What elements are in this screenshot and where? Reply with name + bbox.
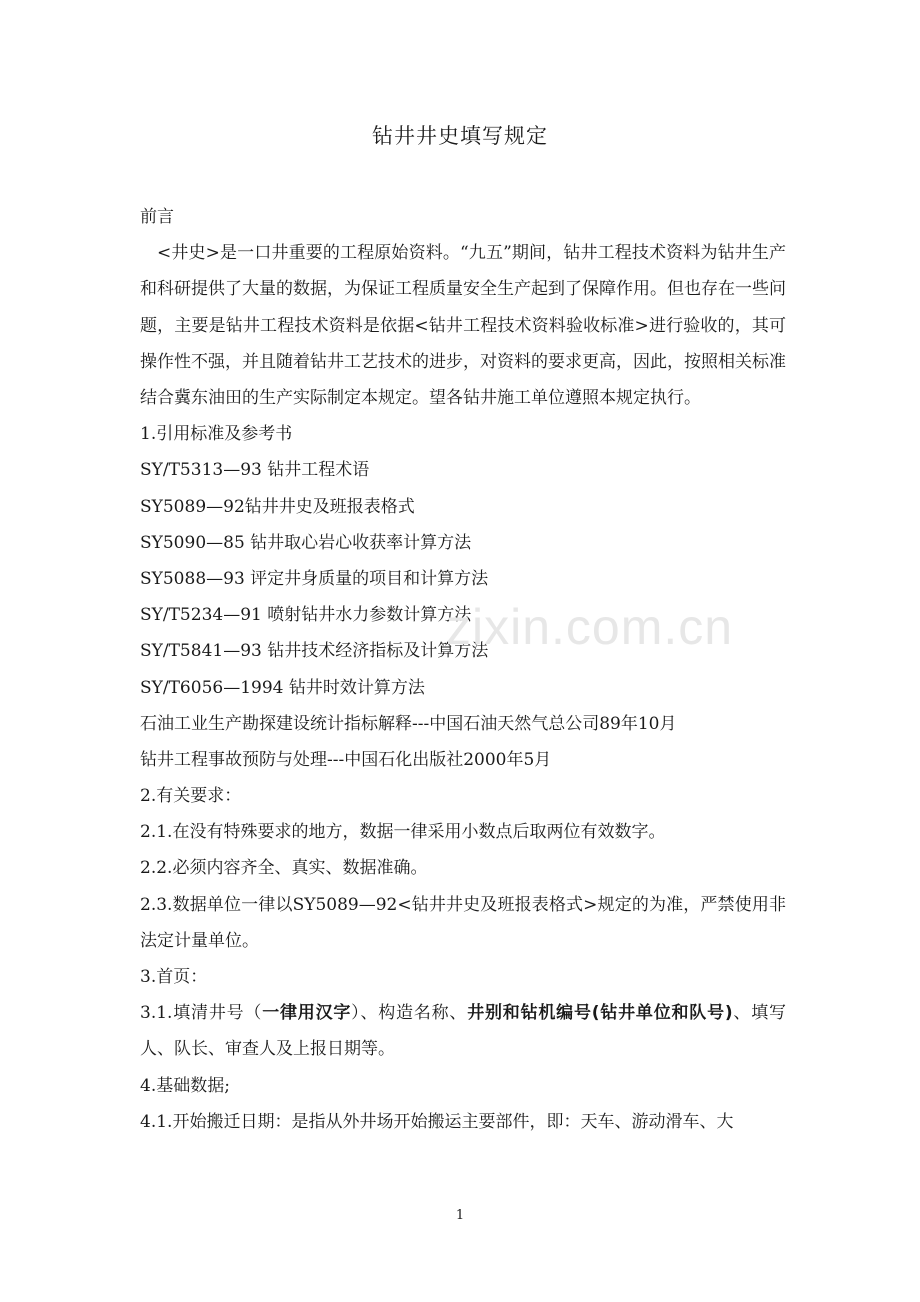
requirement-2-1: 2.1.在没有特殊要求的地方，数据一律采用小数点后取两位有效数字。 (140, 822, 666, 843)
reference-item: SY/T5841—93 钻井技术经济指标及计算方法 (140, 641, 489, 662)
requirement-3-1-emphasis-rig: 井别和钻机编号(钻井单位和队号) (467, 1003, 733, 1024)
requirement-3-1-emphasis-chinese: 一律用汉字 (262, 1003, 352, 1024)
reference-item: SY/T5313—93 钻井工程术语 (140, 460, 370, 481)
document-title: 钻井井史填写规定 (372, 124, 548, 148)
requirement-3-1 (140, 995, 786, 1067)
requirement-3-1-middle: ）、构造名称、 (351, 1003, 468, 1024)
section-heading-cover-page: 3.首页： (140, 967, 208, 988)
reference-item: 石油工业生产勘探建设统计指标解释---中国石油天然气总公司89年10月 (140, 713, 677, 734)
section-heading-requirements: 2.有关要求： (140, 786, 242, 807)
requirement-2-3: 2.3.数据单位一律以SY5089—92<钻井井史及班报表格式>规定的为准，严禁使用非法定计量单位。 (140, 894, 786, 951)
requirement-3-1-suffix: 、填写人、队长、审查人及上报日期等。 (140, 1003, 787, 1060)
reference-item: SY5089—92钻井井史及班报表格式 (140, 496, 415, 517)
reference-item: 钻井工程事故预防与处理---中国石化出版社2000年5月 (140, 749, 552, 770)
preface-paragraph: <井史>是一口井重要的工程原始资料。“九五”期间，钻井工程技术资料为钻井生产和科研提供了大量的数据，为保证工程质量安全生产起到了保障作用。但也存在一些问题，主要是钻井工程技术资料是依据<钻井工程技术资料验收标准>进行验收的，其可操作性不强，并且随着钻井工艺技术的进步，对资料的要求更高，因此，按照相关标准结合冀东油田的生产实际制定本规定。望各钻井施工单位遵照本规定执行。 (140, 243, 786, 408)
section-heading-basic-data: 4.基础数据; (140, 1075, 230, 1096)
page-number: 1 (455, 1208, 465, 1223)
watermark: zixin.com.cn (446, 599, 734, 655)
section-heading-references: 1.引用标准及参考书 (140, 424, 293, 445)
requirement-3-1-prefix: 3.1.填清井号（ (140, 1003, 263, 1024)
requirement-4-1: 4.1.开始搬迁日期：是指从外井场开始搬运主要部件，即：天车、游动滑车、大 (140, 1111, 734, 1132)
preface-heading: 前言 (140, 207, 174, 227)
reference-item: SY/T5234—91 喷射钻井水力参数计算方法 (140, 605, 472, 626)
requirement-2-2: 2.2.必须内容齐全、真实、数据准确。 (140, 858, 428, 879)
document-body (140, 199, 786, 1140)
reference-item: SY5088—93 评定井身质量的项目和计算方法 (140, 568, 489, 589)
reference-item: SY/T6056—1994 钻井时效计算方法 (140, 677, 425, 698)
reference-item: SY5090—85 钻井取心岩心收获率计算方法 (140, 532, 472, 553)
